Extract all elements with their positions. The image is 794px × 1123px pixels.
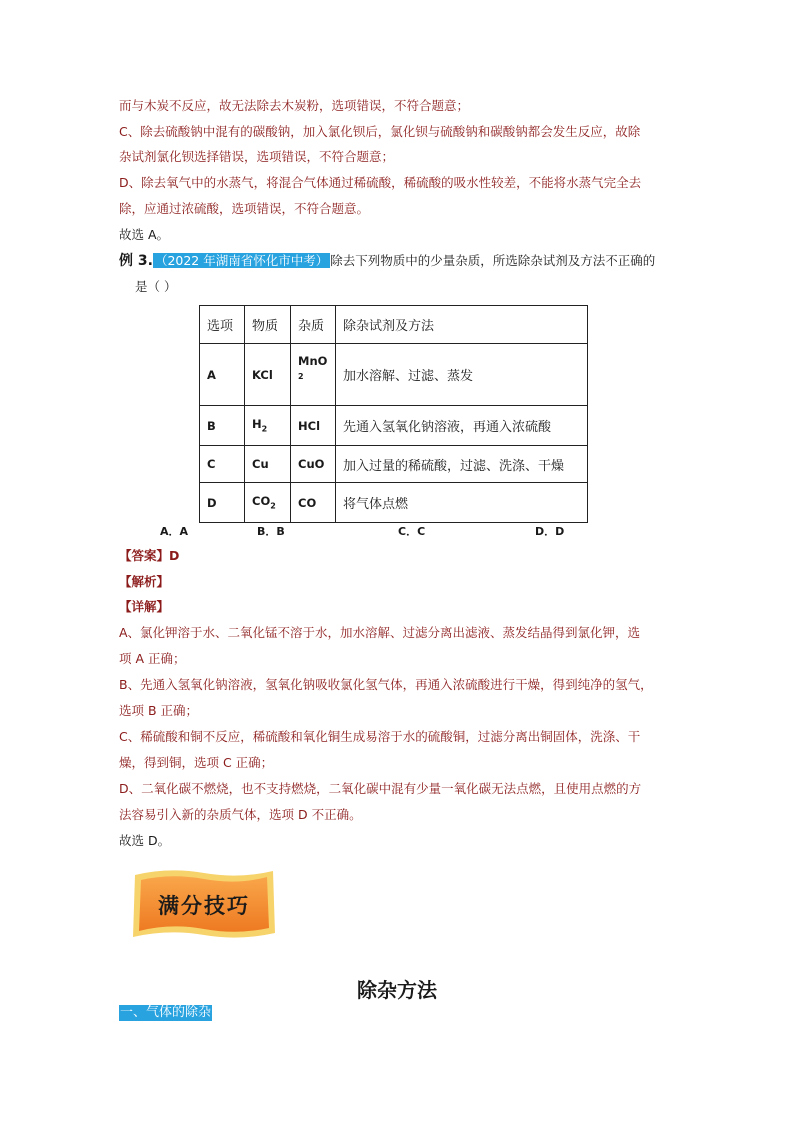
table-cell-option: B [200,406,245,446]
substance-formula: H [252,417,262,432]
table-header: 物质 [245,306,291,344]
example-question [119,252,655,270]
impurity-table [199,305,588,523]
table-row [200,483,588,523]
substance-subscript: 2 [261,424,268,434]
analysis-label: 【解析】 [119,574,170,589]
subheading[interactable]: 一、气体的除杂 [120,1005,212,1020]
detail-line: 项 A 正确； [119,651,186,666]
table-cell-substance [245,406,291,446]
table-row [200,446,588,483]
table-cell-substance: Cu [245,446,291,483]
table-header: 杂质 [291,306,336,344]
substance-subscript: 2 [270,501,276,511]
detail-line: C、稀硫酸和铜不反应，稀硫酸和氧化铜生成易溶于水的硫酸铜，过滤分离出铜固体，洗涤、干 [119,729,641,744]
detail-line: A、氯化钾溶于水、二氧化锰不溶于水，加水溶解、过滤分离出滤液、蒸发结晶得到氯化钾，选 [119,625,641,640]
final-answer: 故选 D。 [119,833,171,848]
example-question-text: 除去下列物质中的少量杂质，所选除杂试剂及方法不正确的 [330,253,656,268]
previous-answer: 故选 A。 [119,227,170,242]
example-question-line2: 是（ ） [135,279,177,294]
table-cell-impurity [291,344,336,406]
explanation-line: D、除去氧气中的水蒸气，将混合气体通过稀硫酸，稀硫酸的吸水性较差，不能将水蒸气完全去 [119,175,642,190]
explanation-line: 除，应通过浓硫酸，选项错误，不符合题意。 [119,201,370,216]
table-row [200,406,588,446]
detail-line: D、二氧化碳不燃烧，也不支持燃烧，二氧化碳中混有少量一氧化碳无法点燃，且使用点燃的方 [119,781,642,796]
choice-b[interactable]: B．B [257,525,285,538]
example-source-tag[interactable]: （2022 年湖南省怀化市中考） [154,253,329,268]
badge-label: 满分技巧 [158,894,250,918]
impurity-subscript: 2 [298,372,304,381]
table-cell-substance: KCl [245,344,291,406]
table-cell-option: C [200,446,245,483]
explanation-line: 而与木炭不反应，故无法除去木炭粉，选项错误，不符合题意； [119,98,470,113]
choice-c[interactable]: C．C [398,525,426,538]
table-cell-option: A [200,344,245,406]
detail-line: B、先通入氢氧化钠溶液，氢氧化钠吸收氯化氢气体，再通入浓硫酸进行干燥，得到纯净的氢气， [119,677,653,692]
table-cell-method: 加水溶解、过滤、蒸发 [336,344,588,406]
detail-line: 选项 B 正确； [119,703,199,718]
section-title: 除杂方法 [357,978,437,1002]
table-cell-method: 加入过量的稀硫酸，过滤、洗涤、干燥 [336,446,588,483]
choice-d[interactable]: D．D [535,525,565,538]
substance-formula: CO [252,494,271,509]
detail-label: 【详解】 [119,599,170,614]
detail-line: 法容易引入新的杂质气体，选项 D 不正确。 [119,807,362,822]
choice-a[interactable]: A．A [160,525,189,538]
explanation-line: C、除去硫酸钠中混有的碳酸钠，加入氯化钡后，氯化钡与硫酸钠和碳酸钠都会发生反应，故除 [119,124,641,139]
table-header: 选项 [200,306,245,344]
detail-line: 燥，得到铜，选项 C 正确； [119,755,274,770]
example-number: 例 3. [119,253,153,269]
table-cell-impurity: HCl [291,406,336,446]
explanation-line: 杂试剂氯化钡选择错误，选项错误，不符合题意； [119,149,395,164]
table-cell-impurity: CuO [291,446,336,483]
table-cell-method: 将气体点燃 [336,483,588,523]
answer-label: 【答案】D [119,548,180,563]
table-header: 除杂试剂及方法 [336,306,588,344]
impurity-formula: MnO [298,354,328,368]
table-cell-option: D [200,483,245,523]
table-cell-substance [245,483,291,523]
tips-badge [129,867,279,943]
table-cell-impurity: CO [291,483,336,523]
table-row [200,344,588,406]
table-header-row [200,306,588,344]
table-cell-method: 先通入氢氧化钠溶液，再通入浓硫酸 [336,406,588,446]
